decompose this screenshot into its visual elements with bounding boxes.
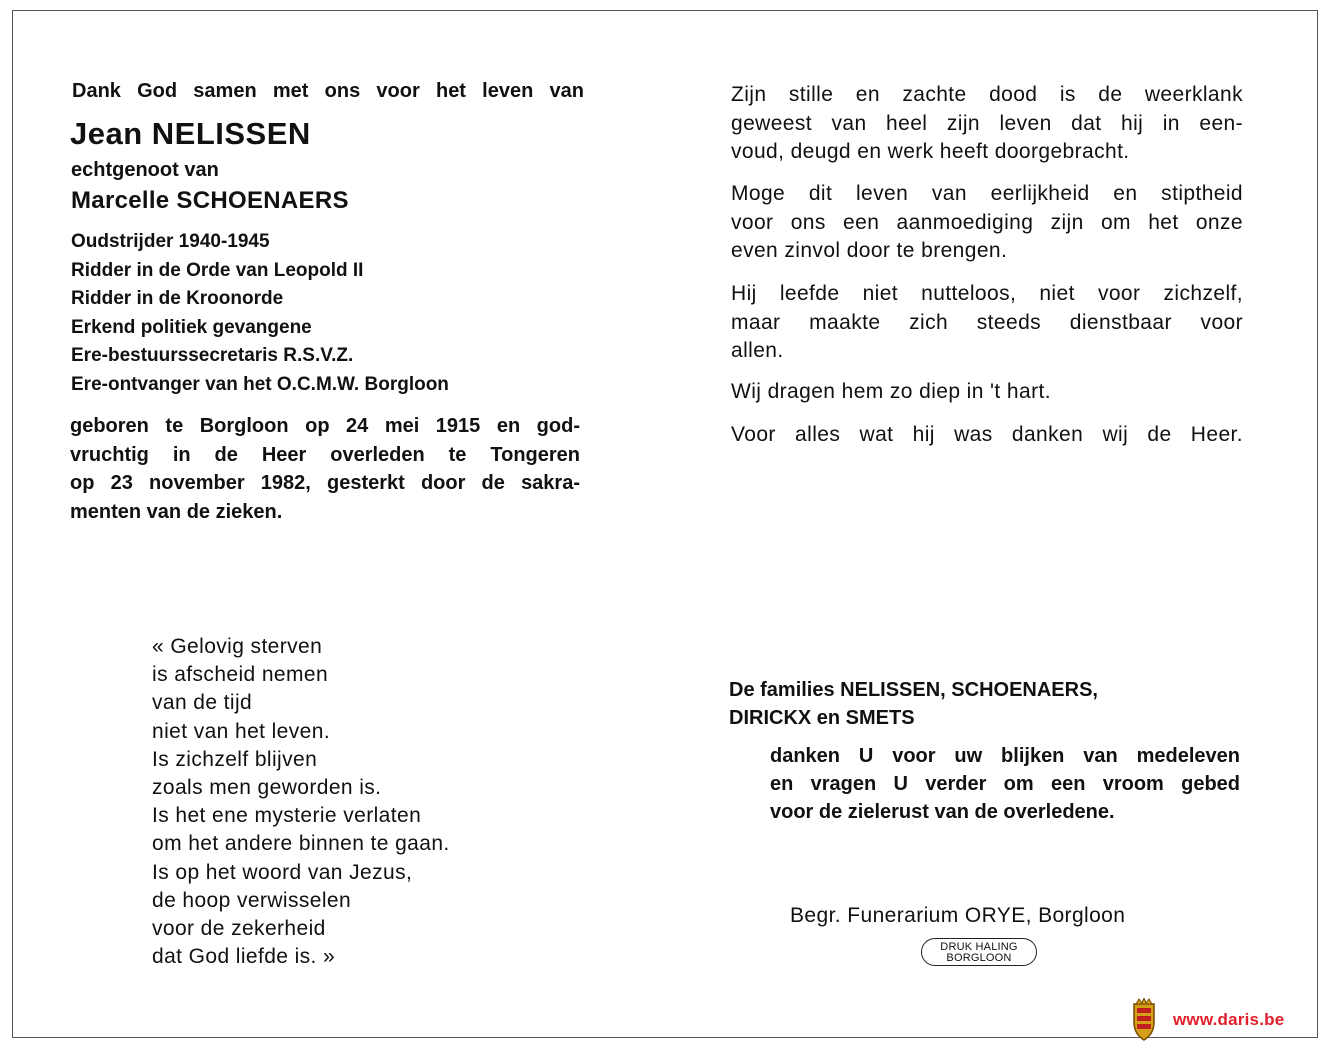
poem-line: Is zichzelf blijven bbox=[152, 747, 318, 771]
spouse-label: echtgenoot van bbox=[71, 159, 219, 181]
crest-icon bbox=[1128, 998, 1160, 1042]
thanks-line: en vragen U verder om een vroom gebed bbox=[770, 773, 1240, 795]
paragraph-death: Zijn stille en zachte dood is de weerklank geweest van heel zijn leven dat hij in een- voud, deugd en werk heeft doorgebracht. bbox=[731, 83, 1243, 163]
families bbox=[729, 677, 1098, 732]
bio-line: geboren te Borgloon op 24 mei 1915 en god- bbox=[70, 415, 580, 437]
deceased-name: Jean NELISSEN bbox=[70, 116, 311, 151]
poem-line: niet van het leven. bbox=[152, 719, 331, 743]
crest-icon-graphic bbox=[1128, 998, 1160, 1042]
title-line: Oudstrijder 1940-1945 bbox=[71, 231, 270, 252]
poem-line: is afscheid nemen bbox=[152, 663, 329, 687]
poem-line: voor de zekerheid bbox=[152, 917, 326, 941]
undertaker: Begr. Funerarium ORYE, Borgloon bbox=[790, 904, 1126, 927]
bio-line: vruchtig in de Heer overleden te Tongeren bbox=[70, 443, 580, 466]
poem-line: zoals men geworden is. bbox=[152, 776, 382, 800]
paragraph-thanks-lord: Voor alles wat hij was danken wij de Heer. bbox=[731, 423, 1243, 446]
paragraph-example: Moge dit leven van eerlijkheid en stiptheid voor ons een aanmoediging zijn om het onze even zinvol door te brengen. bbox=[731, 182, 1243, 262]
biography bbox=[70, 412, 580, 526]
thanks-line: voor de zielerust van de overledene. bbox=[770, 801, 1115, 823]
honorary-titles bbox=[71, 228, 449, 400]
poem-line: dat God liefde is. » bbox=[152, 945, 336, 969]
poem-line: Is op het woord van Jezus, bbox=[152, 860, 413, 884]
families-line: DIRICKX en SMETS bbox=[729, 706, 915, 729]
thanks-line: danken U voor uw blijken van medeleven bbox=[770, 745, 1240, 767]
thanks-message bbox=[770, 742, 1240, 826]
title-line: Ere-ontvanger van het O.C.M.W. Borgloon bbox=[71, 373, 449, 395]
title-line: Ridder in de Kroonorde bbox=[71, 288, 284, 310]
title-line: Erkend politiek gevangene bbox=[71, 316, 312, 338]
title-line: Ridder in de Orde van Leopold II bbox=[71, 259, 364, 281]
poem-line: de hoop verwisselen bbox=[152, 888, 352, 912]
paragraph-heart: Wij dragen hem zo diep in 't hart. bbox=[731, 380, 1051, 403]
bio-line: op 23 november 1982, gesterkt door de sakra- bbox=[70, 472, 580, 494]
poem bbox=[152, 633, 450, 971]
poem-line: om het andere binnen te gaan. bbox=[152, 832, 450, 856]
watermark-link[interactable]: www.daris.be bbox=[1173, 1010, 1285, 1029]
poem-line: « Gelovig sterven bbox=[152, 635, 323, 658]
families-line: De families NELISSEN, SCHOENAERS, bbox=[729, 679, 1098, 701]
poem-line: van de tijd bbox=[152, 691, 253, 715]
intro-line: Dank God samen met ons voor het leven van bbox=[72, 80, 584, 102]
poem-line: Is het ene mysterie verlaten bbox=[152, 804, 422, 828]
paragraph-service: Hij leefde niet nutteloos, niet voor zichzelf, maar maakte zich steeds dienstbaar voor allen. bbox=[731, 282, 1243, 362]
spouse-name: Marcelle SCHOENAERS bbox=[71, 187, 349, 214]
bio-line: menten van de zieken. bbox=[70, 500, 283, 523]
title-line: Ere-bestuurssecretaris R.S.V.Z. bbox=[71, 345, 354, 367]
printer-stamp: DRUK HALING BORGLOON bbox=[921, 938, 1037, 966]
